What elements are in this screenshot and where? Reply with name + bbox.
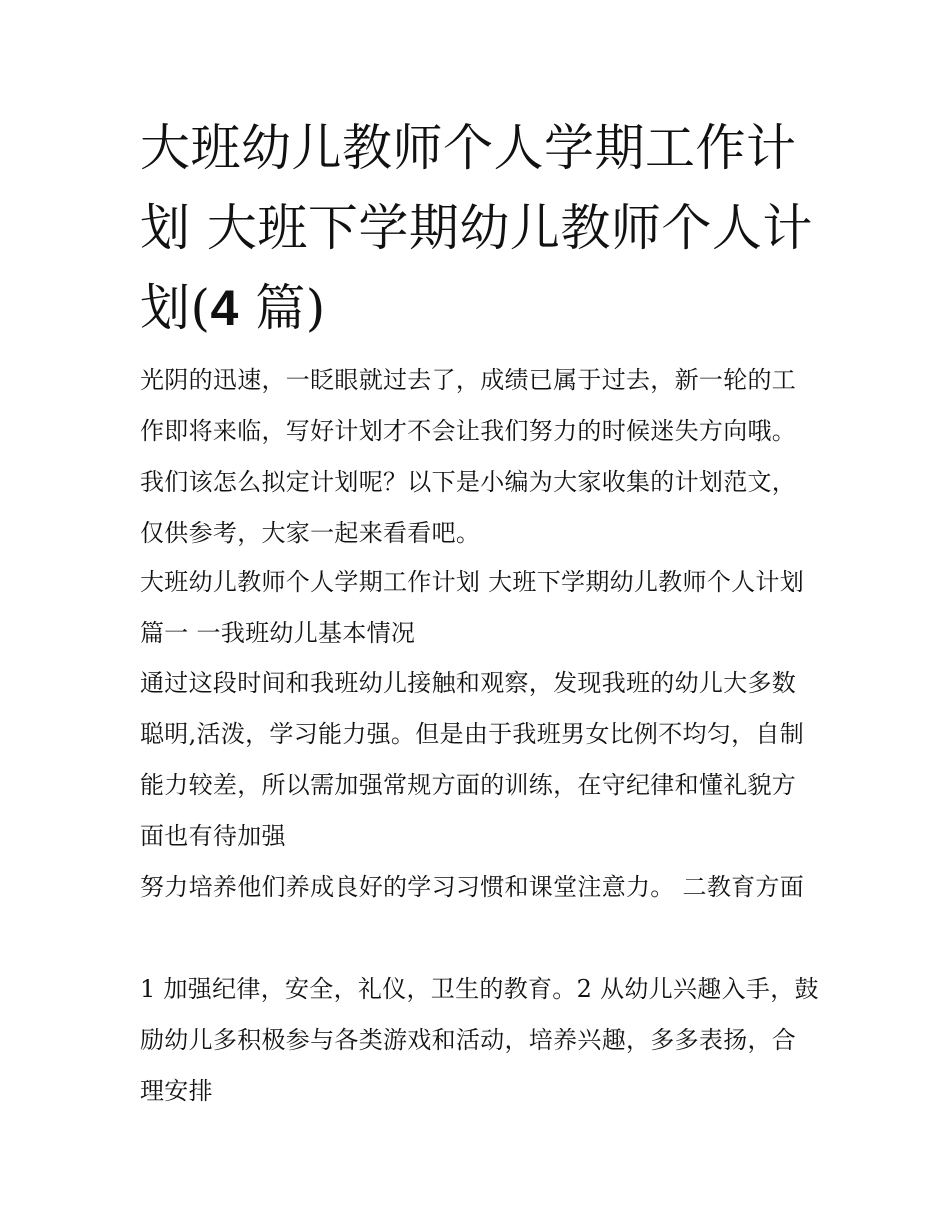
body-paragraph: 1 加强纪律，安全，礼仪，卫生的教育。2 从幼儿兴趣入手，鼓励幼儿多积极参与各类游戏和活动，培养兴趣，多多表扬，合理安排	[140, 975, 819, 1105]
intro-paragraph: 光阴的迅速，一眨眼就过去了，成绩已属于过去，新一轮的工作即将来临，写好计划才不会让我们努力的时候迷失方向哦。我们该怎么拟定计划呢？以下是小编为大家收集的计划范文，仅供参考，大家一起来看看吧。	[140, 366, 797, 547]
body-paragraph: 努力培养他们养成良好的学习习惯和课堂注意力。 二教育方面	[140, 873, 805, 901]
body-paragraph: 通过这段时间和我班幼儿接触和观察，发现我班的幼儿大多数聪明,活泼，学习能力强。但是由于我班男女比例不均匀，自制能力较差，所以需加强常规方面的训练，在守纪律和懂礼貌方面也有待加强	[140, 669, 805, 850]
title-number: 4	[210, 280, 239, 336]
title-text-part1: 大班幼儿教师个人学期工作计划 大班下学期幼儿教师个人计划(	[140, 119, 813, 337]
document-title	[140, 108, 820, 348]
section-heading-paragraph: 大班幼儿教师个人学期工作计划 大班下学期幼儿教师个人计划篇一 一我班幼儿基本情况	[140, 568, 805, 647]
title-text-part2: 篇)	[238, 279, 326, 337]
